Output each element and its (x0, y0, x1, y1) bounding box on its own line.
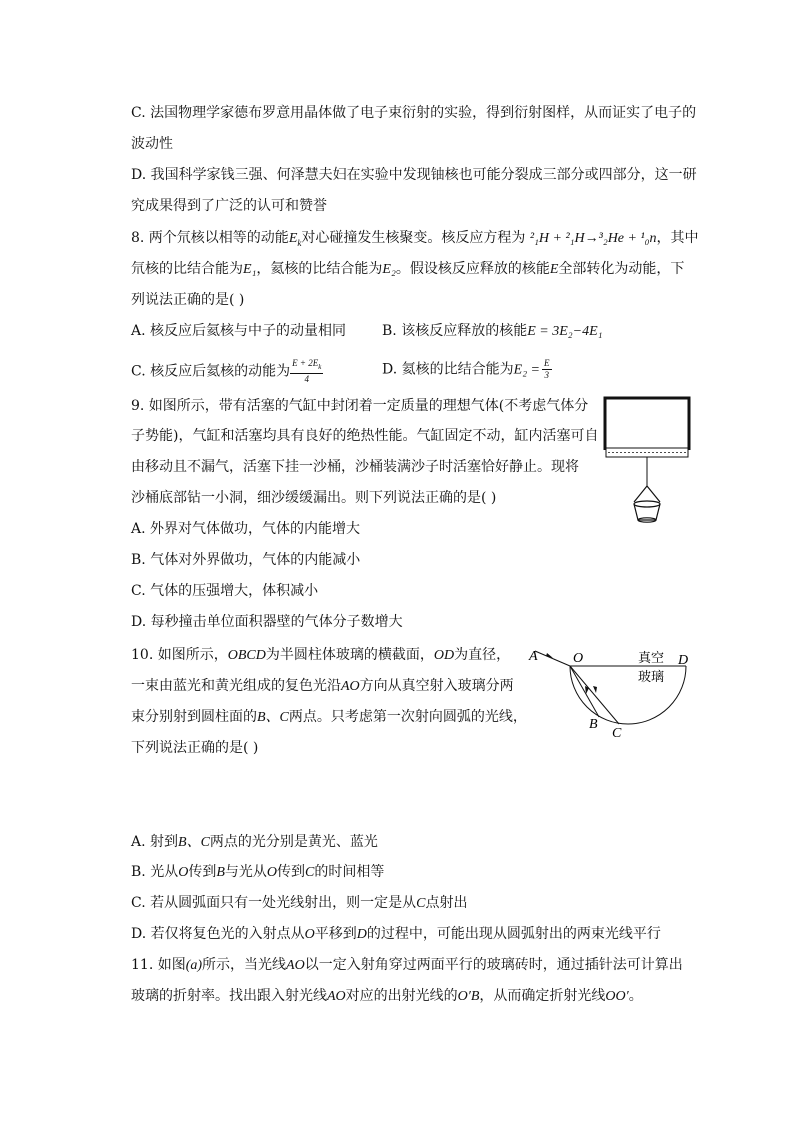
q10-stem-line2: 一束由蓝光和黄光组成的复色光沿AO方向从真空射入玻璃分两 (131, 678, 514, 694)
incident-ray-ao (535, 651, 570, 666)
q8-option-c: C. 核反应后氦核的动能为 $\frac{E + 2E_k}{4}$ (131, 358, 322, 384)
q9-stem-line1: 9. 如图所示，带有活塞的气缸中封闭着一定质量的理想气体(不考虑气体分 (131, 398, 589, 414)
q9-option-c: C. 气体的压强增大，体积减小 (131, 583, 319, 599)
q9-stem-line4: 沙桶底部钻一小洞，细沙缓缓漏出。则下列说法正确的是( ) (131, 490, 497, 506)
binding-energy-fraction: $\frac{E}{3}$ (544, 358, 550, 380)
q9-option-b: B. 气体对外界做功，气体的内能减小 (131, 552, 361, 568)
sand-bucket (634, 486, 660, 522)
q11-stem-line1: 11. 如图(a)所示，当光线AO以一定入射角穿过两面平行的玻璃砖时，通过插针法可计算出 (131, 957, 683, 973)
label-vacuum: 真空 (638, 651, 665, 666)
q10-stem-line3: 束分别射到圆柱面的B、C两点。只考虑第一次射向圆弧的光线， (131, 709, 527, 725)
label-a: A (529, 649, 538, 664)
cylinder-wall (605, 398, 689, 450)
kinetic-energy-fraction: $\frac{E + 2E_k}{4}$ (292, 358, 322, 384)
q10-stem-line1: 10. 如图所示，OBCD为半圆柱体玻璃的横截面，OD为直径， (131, 647, 511, 663)
label-o: O (573, 651, 584, 666)
q8-option-d: D. 氦核的比结合能为E₂ = $\frac{E}{3}$ (382, 358, 550, 380)
q9-stem-line2: 子势能)，气缸和活塞均具有良好的绝热性能。气缸固定不动，缸内活塞可自 (131, 428, 599, 444)
q9-stem-line3: 由移动且不漏气，活塞下挂一沙桶，沙桶装满沙子时活塞恰好静止。现将 (131, 459, 579, 475)
semicircle-glass-figure (520, 640, 705, 745)
q10-option-b: B. 光从O传到B与光从O传到C的时间相等 (131, 864, 385, 880)
label-glass: 玻璃 (638, 670, 665, 685)
q11-stem-line2: 玻璃的折射率。找出跟入射光线AO对应的出射光线的O′B，从而确定折射光线OO′。 (131, 988, 643, 1004)
q10-option-d: D. 若仅将复色光的入射点从O平移到D的过程中，可能出现从圆弧射出的两束光线平行 (131, 926, 661, 942)
label-d: D (678, 653, 689, 668)
q8-stem-line3: 列说法正确的是( ) (131, 292, 245, 308)
q10-stem-line4: 下列说法正确的是( ) (131, 740, 259, 756)
nuclear-equation: ²₁H + ²₁H→³₂He + ¹₀n (529, 231, 657, 246)
q8-option-b: B. 该核反应释放的核能E = 3E₂−4E₁ (382, 323, 603, 339)
q10-option-c: C. 若从圆弧面只有一处光线射出，则一定是从C点射出 (131, 895, 468, 911)
piston (606, 448, 688, 457)
label-b: B (589, 717, 598, 732)
q7-option-d-line1: D. 我国科学家钱三强、何泽慧夫妇在实验中发现铀核也可能分裂成三部分或四部分，这一研 (131, 167, 697, 183)
refracted-ray-ob (570, 666, 599, 717)
q7-option-c-line2: 波动性 (131, 136, 173, 152)
q7-option-c-line1: C. 法国物理学家德布罗意用晶体做了电子束衍射的实验，得到衍射图样，从而证实了电子的 (131, 105, 697, 121)
semicircle-arc (570, 666, 686, 724)
kinetic-energy-symbol: $E_k$ (288, 231, 302, 248)
q8-stem-line2: 氘核的比结合能为E₁，氦核的比结合能为E₂。假设核反应释放的核能E全部转化为动能，下 (131, 261, 685, 277)
q7-option-d-line2: 究成果得到了广泛的认可和赞誉 (131, 198, 327, 214)
q8-option-a: A. 核反应后氦核与中子的动量相同 (131, 323, 347, 339)
q9-option-d: D. 每秒撞击单位面积器壁的气体分子数增大 (131, 614, 403, 630)
q9-option-a: A. 外界对气体做功，气体的内能增大 (131, 521, 361, 537)
q8-stem-line1: 8. 两个氘核以相等的动能$E_k$对心碰撞发生核聚变。核反应方程为 ²₁H + ²₁H→³₂He + ¹₀n，其中 (131, 230, 699, 248)
cylinder-piston-figure (600, 392, 695, 542)
q10-option-a: A. 射到B、C两点的光分别是黄光、蓝光 (131, 834, 378, 850)
arrow-oc (593, 686, 597, 693)
label-c: C (612, 726, 622, 741)
